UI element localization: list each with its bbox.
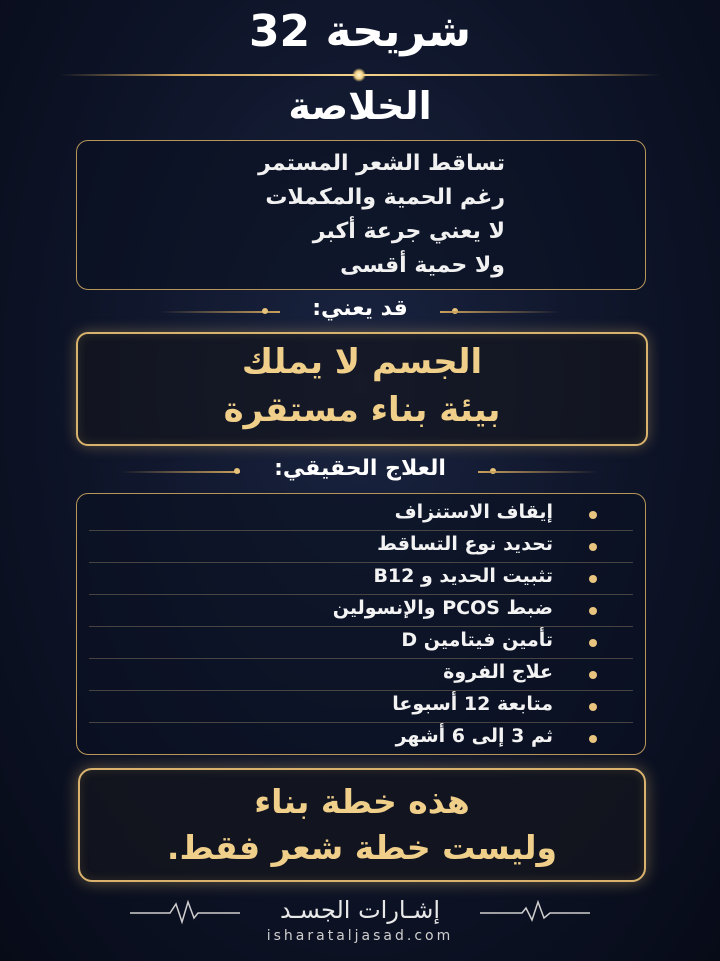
list-item [89, 530, 633, 563]
list-item-text: تثبيت الحديد و B12 [373, 565, 553, 587]
list-item-text: إيقاف الاستنزاف [394, 501, 553, 523]
label-divider-right [440, 311, 560, 313]
brand-name: إشـارات الجسـد [279, 896, 441, 924]
list-item [89, 690, 633, 723]
summary-line-1: تساقط الشعر المستمر [258, 151, 505, 176]
treatment-list-box [76, 493, 646, 755]
page-title: شريحة 32 [248, 6, 472, 57]
summary-line-3: لا يعني جرعة أكبر [312, 219, 505, 244]
list-item [89, 626, 633, 659]
treatment-divider-right [478, 471, 598, 473]
summary-box [76, 140, 646, 290]
divider-glow-dot [352, 68, 366, 82]
heartbeat-line-icon [480, 898, 590, 928]
list-item [89, 498, 633, 531]
page-subtitle: الخلاصة [288, 84, 432, 128]
list-item-text: تحديد نوع التساقط [377, 533, 553, 555]
may-mean-label: قد يعني: [312, 296, 408, 321]
list-item-text: تأمين فيتامين D [401, 629, 553, 651]
highlight-line-1: الجسم لا يملك [241, 342, 483, 382]
list-item [89, 658, 633, 691]
list-item-text: علاج الفروة [443, 661, 553, 683]
list-item-text: ثم 3 إلى 6 أشهر [395, 725, 553, 747]
list-item [89, 722, 633, 754]
list-item-text: ضبط PCOS والإنسولين [332, 597, 553, 619]
bullet-icon [589, 703, 597, 711]
summary-line-4: ولا حمية أقسى [340, 253, 505, 278]
bullet-icon [589, 511, 597, 519]
list-item [89, 562, 633, 595]
closing-line-1: هذه خطة بناء [254, 782, 470, 821]
highlight-line-2: بيئة بناء مستقرة [223, 390, 501, 430]
bullet-icon [589, 671, 597, 679]
bullet-icon [589, 575, 597, 583]
closing-box [78, 768, 646, 882]
bullet-icon [589, 735, 597, 743]
bullet-icon [589, 639, 597, 647]
highlight-box [76, 332, 648, 446]
list-item [89, 594, 633, 627]
bullet-icon [589, 607, 597, 615]
list-item-text: متابعة 12 أسبوعا [392, 693, 553, 715]
bullet-icon [589, 543, 597, 551]
website-url: isharataljasad.com [266, 928, 454, 944]
closing-line-2: وليست خطة شعر فقط. [166, 828, 558, 867]
treatment-label: العلاج الحقيقي: [274, 456, 446, 481]
summary-line-2: رغم الحمية والمكملات [265, 185, 505, 210]
